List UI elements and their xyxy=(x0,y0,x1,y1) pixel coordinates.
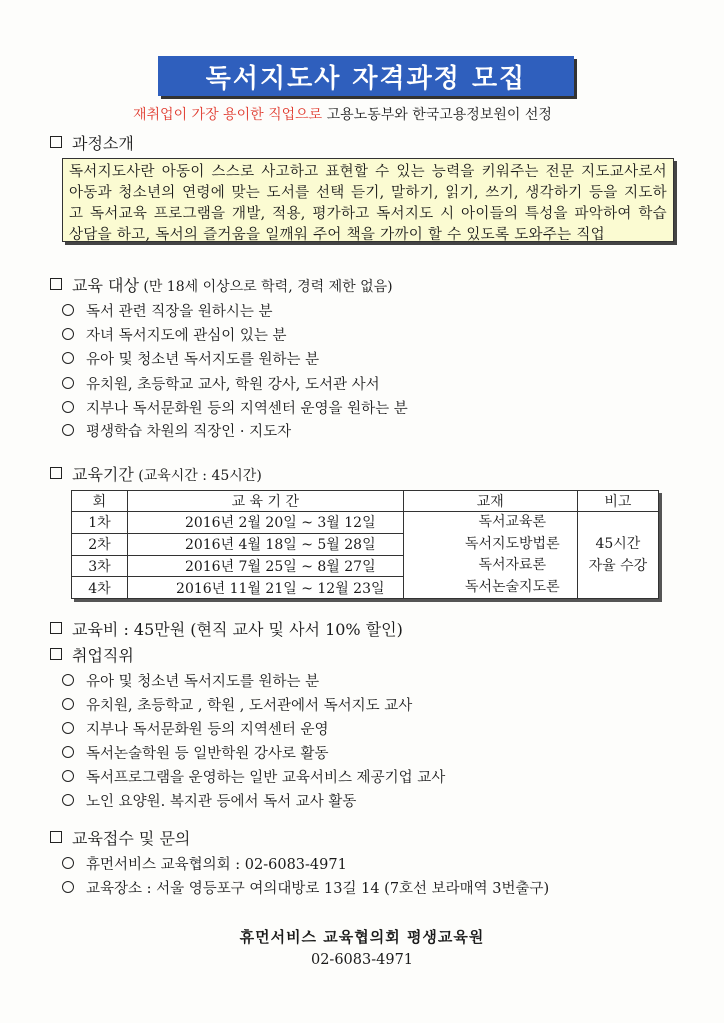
intro-line: 독서지도사란 아동이 스스로 사고하고 표현할 수 있는 능력을 키워주는 전문 지도교사로서 xyxy=(69,164,667,180)
square-bullet-icon xyxy=(50,467,62,479)
circle-bullet-icon xyxy=(62,698,74,710)
square-bullet-icon xyxy=(50,831,62,843)
list-item: 유아 및 청소년 독서지도를 원하는 분 xyxy=(62,348,319,369)
intro-heading-text: 과정소개 xyxy=(72,134,134,153)
circle-bullet-icon xyxy=(62,881,74,893)
period-heading xyxy=(50,462,262,485)
table-header: 교 육 기 간 xyxy=(127,491,403,512)
circle-bullet-icon xyxy=(62,746,74,758)
table-header: 교재 xyxy=(403,491,577,512)
circle-bullet-icon xyxy=(62,722,74,734)
book-title: 독서교육론 xyxy=(478,514,547,530)
jobs-heading xyxy=(50,643,134,666)
target-heading-text: 교육 대상 xyxy=(72,276,139,295)
circle-bullet-icon xyxy=(62,770,74,782)
jobs-heading-text: 취업직위 xyxy=(72,646,134,665)
book-title: 독서자료론 xyxy=(478,557,547,573)
note-line: 자율 수강 xyxy=(588,558,648,574)
circle-bullet-icon xyxy=(62,674,74,686)
list-item: 독서프로그램을 운영하는 일반 교육서비스 제공기업 교사 xyxy=(62,766,445,787)
table-row xyxy=(72,512,659,534)
list-item: 유아 및 청소년 독서지도를 원하는 분 xyxy=(62,670,319,691)
list-item: 지부나 독서문화원 등의 지역센터 운영 xyxy=(62,718,329,739)
fee-heading xyxy=(50,617,403,640)
round-cell: 3차 xyxy=(72,555,128,577)
circle-bullet-icon xyxy=(62,794,74,806)
period-cell: 2016년 2월 20일 ~ 3월 12일 xyxy=(127,512,403,534)
subtitle-highlight: 재취업이 가장 용이한 직업으로 xyxy=(133,107,323,123)
list-item: 독서 관련 직장을 원하시는 분 xyxy=(62,300,273,321)
target-heading xyxy=(50,273,393,296)
period-heading-note: (교육시간 : 45시간) xyxy=(133,468,262,484)
period-heading-text: 교육기간 xyxy=(72,465,134,484)
list-item: 유치원, 초등학교 교사, 학원 강사, 도서관 사서 xyxy=(62,373,380,394)
fee-heading-text: 교육비 : 45만원 (현직 교사 및 사서 10% 할인) xyxy=(72,620,403,639)
circle-bullet-icon xyxy=(62,352,74,364)
period-cell: 2016년 11월 21일 ~ 12월 23일 xyxy=(127,577,403,599)
subtitle xyxy=(133,104,552,124)
note-cell xyxy=(577,512,658,599)
schedule-table xyxy=(71,490,659,599)
list-item: 평생학습 차원의 직장인 · 지도자 xyxy=(62,420,291,441)
intro-line: 고 독서교육 프로그램을 개발, 적용, 평가하고 독서지도 시 아이들의 특성을 파악하여 학습 xyxy=(69,206,667,222)
table-header: 회 xyxy=(72,491,128,512)
footer-organization: 휴먼서비스 교육협의회 평생교육원 xyxy=(239,928,485,946)
contact-heading xyxy=(50,826,190,849)
circle-bullet-icon xyxy=(62,857,74,869)
page-title: 독서지도사 자격과정 모집 xyxy=(158,56,574,96)
period-cell: 2016년 7월 25일 ~ 8월 27일 xyxy=(127,555,403,577)
period-cell: 2016년 4월 18일 ~ 5월 28일 xyxy=(127,533,403,555)
table-header: 비고 xyxy=(577,491,658,512)
round-cell: 2차 xyxy=(72,533,128,555)
circle-bullet-icon xyxy=(62,377,74,389)
round-cell: 4차 xyxy=(72,577,128,599)
contact-item: 교육장소 : 서울 영등포구 여의대방로 13길 14 (7호선 보라매역 3번출구) xyxy=(62,877,549,898)
circle-bullet-icon xyxy=(62,424,74,436)
note-line: 45시간 xyxy=(595,536,641,552)
list-item: 자녀 독서지도에 관심이 있는 분 xyxy=(62,324,287,345)
circle-bullet-icon xyxy=(62,304,74,316)
square-bullet-icon xyxy=(50,136,62,148)
circle-bullet-icon xyxy=(62,401,74,413)
intro-line: 아동과 청소년의 연령에 맞는 도서를 선택 듣기, 말하기, 읽기, 쓰기, 생각하기 등을 지도하 xyxy=(69,185,667,201)
intro-heading xyxy=(50,131,134,154)
list-item: 노인 요양원. 복지관 등에서 독서 교사 활동 xyxy=(62,790,356,811)
square-bullet-icon xyxy=(50,622,62,634)
target-heading-note: (만 18세 이상으로 학력, 경력 제한 없음) xyxy=(138,279,393,295)
table-header-row xyxy=(72,491,659,512)
subtitle-text: 고용노동부와 한국고용정보원이 선정 xyxy=(322,107,552,123)
book-title: 독서지도방법론 xyxy=(464,535,560,552)
square-bullet-icon xyxy=(50,278,62,290)
square-bullet-icon xyxy=(50,648,62,660)
books-cell xyxy=(403,512,577,599)
list-item: 지부나 독서문화원 등의 지역센터 운영을 원하는 분 xyxy=(62,397,408,418)
footer-phone: 02-6083-4971 xyxy=(310,952,414,968)
list-item: 유치원, 초등학교 , 학원 , 도서관에서 독서지도 교사 xyxy=(62,694,412,715)
circle-bullet-icon xyxy=(62,328,74,340)
round-cell: 1차 xyxy=(72,512,128,534)
intro-line: 상담을 하고, 독서의 즐거움을 일깨워 주어 책을 가까이 할 수 있도록 도와주는 직업 xyxy=(69,227,605,243)
book-title: 독서논술지도론 xyxy=(464,578,560,595)
contact-heading-text: 교육접수 및 문의 xyxy=(72,829,191,848)
contact-item: 휴먼서비스 교육협의회 : 02-6083-4971 xyxy=(62,853,347,874)
list-item: 독서논술학원 등 일반학원 강사로 활동 xyxy=(62,742,329,763)
intro-box xyxy=(62,158,674,242)
